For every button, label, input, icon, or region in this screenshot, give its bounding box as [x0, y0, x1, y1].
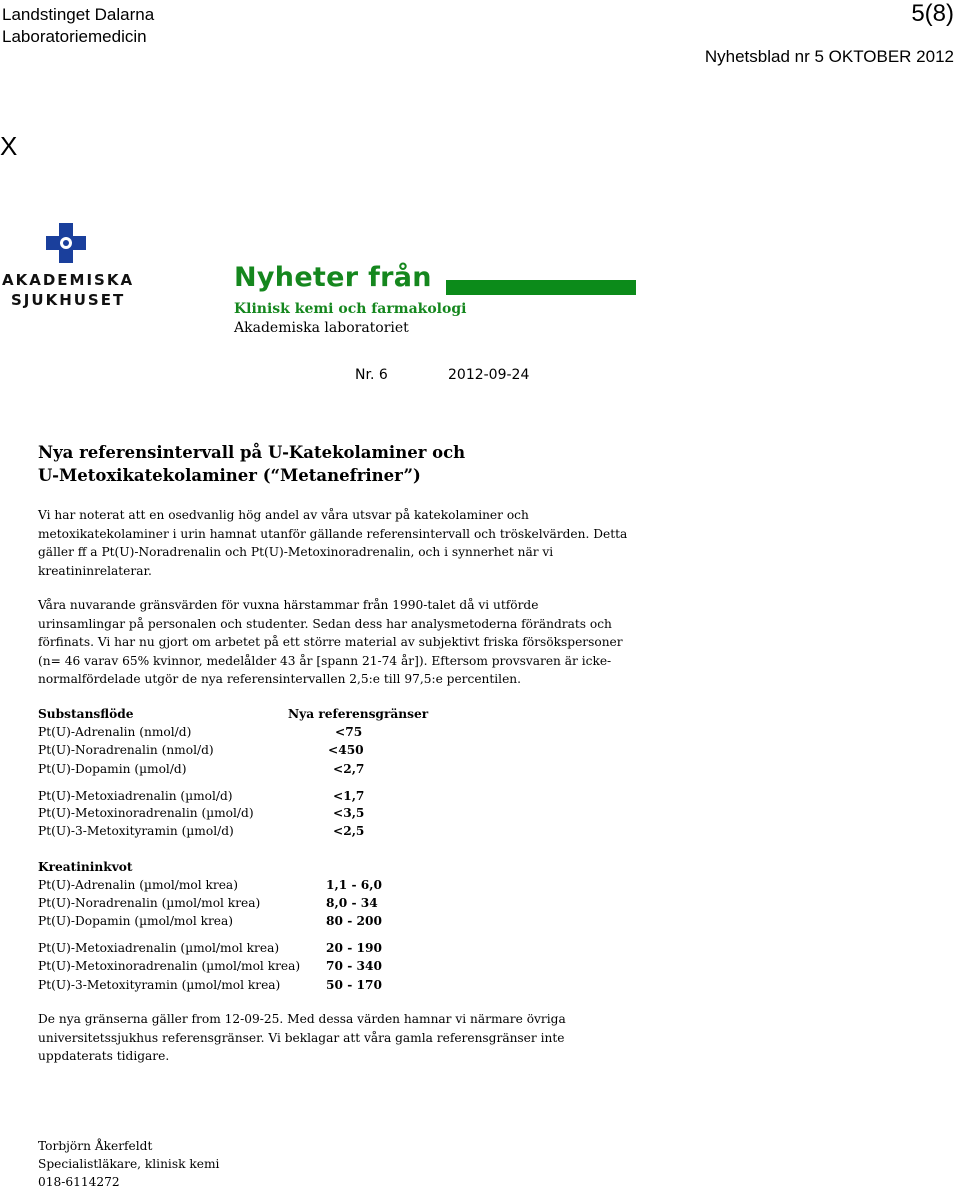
text-line: metoxikatekolaminer i urin hamnat utanför gällande referensintervall och tröskelvärden. Detta — [38, 526, 628, 541]
table-header-label: Kreatininkvot — [38, 860, 133, 874]
bulletin-date: 2012-09-24 — [448, 367, 530, 383]
table-cell-label: Pt(U)-Adrenalin (µmol/mol krea) — [38, 878, 238, 892]
table-header-row — [38, 858, 458, 876]
table-cell-value: <3,5 — [333, 806, 365, 820]
table-cell-value: <450 — [328, 743, 364, 757]
table-cell-label: Pt(U)-3-Metoxityramin (µmol/d) — [38, 824, 234, 838]
table-row — [38, 976, 458, 994]
paragraph-validity — [38, 1010, 566, 1066]
page-header-org — [2, 4, 154, 48]
text-line: (n= 46 varav 65% kvinnor, medelålder 43 år [spann 21-74 år]). Eftersom provsvaren är icke- — [38, 653, 612, 668]
table-cell-value: <2,5 — [333, 824, 365, 838]
text-line: gäller ff a Pt(U)-Noradrenalin och Pt(U)-Metoxinoradrenalin, och i synnerhet när vi — [38, 545, 554, 559]
table-header-row — [38, 705, 458, 723]
logo-line-2: SJUKHUSET — [11, 291, 126, 309]
table-row — [38, 912, 458, 930]
bulletin-title: Nyheter från — [234, 262, 432, 293]
text-line: Våra nuvarande gränsvärden för vuxna härstammar från 1990-talet då vi utförde — [38, 598, 539, 612]
table-row — [38, 957, 458, 975]
text-line: kreatininrelaterar. — [38, 563, 152, 578]
table-row — [38, 723, 458, 741]
table-cell-value: 1,1 - 6,0 — [326, 878, 382, 892]
text-line: uppdaterats tidigare. — [38, 1049, 170, 1063]
table-cell-label: Pt(U)-Dopamin (µmol/d) — [38, 762, 187, 776]
table-row — [38, 822, 458, 840]
paragraph-intro — [38, 506, 627, 580]
text-line: förfinats. Vi har nu gjort om arbetet på ett större material av subjektivt friska försökspersoner — [38, 635, 623, 649]
table-cell-label: Pt(U)-Metoxinoradrenalin (µmol/d) — [38, 806, 254, 820]
table-cell-label: Pt(U)-3-Metoxityramin (µmol/mol krea) — [38, 978, 281, 992]
table-row — [38, 741, 458, 759]
section-marker: X — [0, 131, 18, 161]
text-line: De nya gränserna gäller from 12-09-25. Med dessa värden hamnar vi närmare övriga — [38, 1012, 566, 1026]
text-line: normalfördelade utgör de nya referensintervallen 2,5:e till 97,5:e percentilen. — [38, 672, 522, 686]
signature-phone: 018-6114272 — [38, 1175, 120, 1189]
hospital-logo-text — [2, 270, 134, 310]
table-cell-label: Pt(U)-Dopamin (µmol/mol krea) — [38, 914, 234, 928]
table-cell-value: <2,7 — [333, 762, 365, 776]
logo-line-1: AKADEMISKA — [2, 271, 135, 289]
signature-role: Specialistläkare, klinisk kemi — [38, 1157, 220, 1171]
article-title-line: U-Metoxikatekolaminer (“Metanefriner”) — [38, 466, 421, 485]
table-cell-value: 70 - 340 — [326, 959, 382, 973]
table-row — [38, 876, 458, 894]
table-row — [38, 939, 458, 957]
org-name: Landstinget Dalarna — [2, 5, 155, 24]
newsletter-title: Nyhetsblad nr 5 OKTOBER 2012 — [704, 47, 954, 66]
table-cell-value: <75 — [335, 725, 363, 739]
org-department: Laboratoriemedicin — [2, 27, 147, 46]
table-row — [38, 894, 458, 912]
table-row — [38, 804, 458, 822]
table-row — [38, 787, 458, 805]
table-cell-label: Pt(U)-Noradrenalin (µmol/mol krea) — [38, 896, 261, 910]
table-header-label: Substansflöde — [38, 707, 134, 721]
bulletin-green-bar — [446, 280, 636, 295]
table-cell-label: Pt(U)-Adrenalin (nmol/d) — [38, 725, 192, 739]
text-line: urinsamlingar på personalen och studenter. Sedan dess har analysmetoderna förändrats och — [38, 616, 612, 631]
bulletin-subtitle-department: Klinisk kemi och farmakologi — [234, 301, 467, 317]
table-cell-label: Pt(U)-Metoxinoradrenalin (µmol/mol krea) — [38, 959, 301, 973]
signature-name: Torbjörn Åkerfeldt — [38, 1139, 153, 1153]
text-line: universitetssjukhus referensgränser. Vi beklagar att våra gamla referensgränser inte — [38, 1030, 565, 1045]
table-cell-value: 8,0 - 34 — [326, 896, 378, 910]
table-cell-value: 50 - 170 — [326, 978, 382, 992]
paragraph-method — [38, 596, 623, 689]
hospital-cross-logo-icon — [46, 223, 86, 263]
signature-block — [38, 1137, 219, 1191]
page-number: 5(8) — [911, 0, 954, 27]
bulletin-number: Nr. 6 — [355, 367, 388, 383]
table-cell-value: 80 - 200 — [326, 914, 382, 928]
text-line: Vi har noterat att en osedvanlig hög andel av våra utsvar på katekolaminer och — [38, 508, 529, 522]
article-title-line: Nya referensintervall på U-Katekolaminer och — [38, 443, 466, 462]
table-cell-label: Pt(U)-Noradrenalin (nmol/d) — [38, 743, 214, 757]
table-cell-value: <1,7 — [333, 789, 365, 803]
table-cell-label: Pt(U)-Metoxiadrenalin (µmol/d) — [38, 789, 233, 803]
bulletin-subtitle-lab: Akademiska laboratoriet — [234, 320, 409, 336]
article-title — [38, 441, 465, 487]
table-cell-value: 20 - 190 — [326, 941, 382, 955]
table-header-value: Nya referensgränser — [288, 707, 429, 721]
table-cell-label: Pt(U)-Metoxiadrenalin (µmol/mol krea) — [38, 941, 280, 955]
table-row — [38, 760, 458, 778]
